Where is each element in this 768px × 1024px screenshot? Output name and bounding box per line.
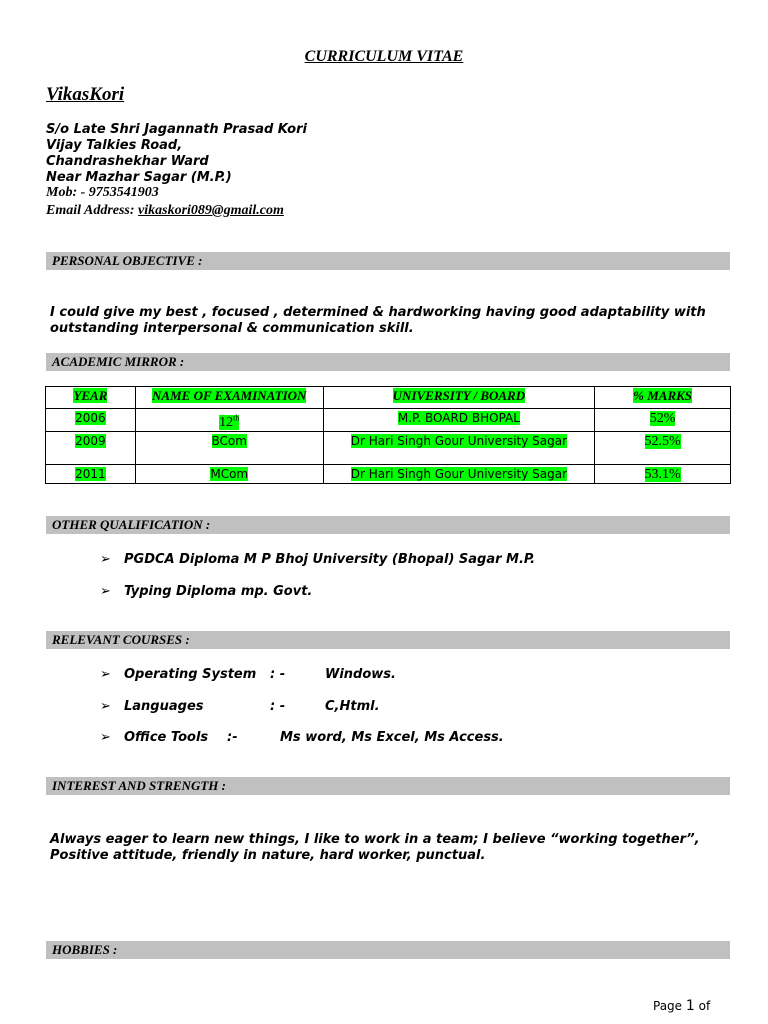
header-board: UNIVERSITY / BOARD	[392, 388, 526, 403]
cell-marks: 52.5%	[644, 434, 681, 449]
table-cell	[323, 409, 595, 432]
footer-prefix: Page	[653, 999, 686, 1013]
table-cell	[595, 465, 731, 484]
qualification-text: PGDCA Diploma M P Bhoj University (Bhopal) Sagar M.P.	[124, 552, 536, 567]
academic-table	[45, 386, 731, 484]
email-link[interactable]: vikaskori089@gmail.com	[138, 203, 284, 218]
table-row	[46, 409, 731, 432]
arrow-bullet-icon: ➢	[100, 667, 111, 682]
cell-board: M.P. BOARD BHOPAL	[397, 411, 520, 425]
list-item	[100, 730, 600, 745]
list-item	[100, 699, 600, 714]
interest-line-2: Positive attitude, friendly in nature, hard worker, punctual.	[50, 848, 486, 863]
section-heading: INTEREST AND STRENGTH :	[52, 778, 226, 793]
table-row	[46, 465, 731, 484]
table-cell	[135, 409, 323, 432]
cell-board: Dr Hari Singh Gour University Sagar	[350, 467, 568, 481]
footer-suffix: of	[694, 999, 711, 1013]
address-line-2: Vijay Talkies Road,	[46, 138, 183, 153]
table-cell	[135, 465, 323, 484]
cell-board: Dr Hari Singh Gour University Sagar	[350, 434, 568, 448]
table-header-row	[46, 387, 731, 409]
header-cell	[595, 387, 731, 409]
cell-exam: BCom	[211, 434, 247, 448]
cell-year: 2011	[75, 467, 106, 481]
arrow-bullet-icon: ➢	[100, 699, 111, 714]
qualification-text: Typing Diploma mp. Govt.	[124, 584, 313, 599]
course-value: Windows.	[325, 667, 396, 682]
header-cell	[323, 387, 595, 409]
page-footer	[653, 998, 710, 1014]
course-value: Ms word, Ms Excel, Ms Access.	[280, 730, 504, 745]
course-separator: : -	[270, 667, 286, 682]
section-relevant-courses	[46, 631, 730, 649]
exam-superscript: th	[233, 413, 240, 423]
list-item	[100, 552, 535, 567]
table-row	[46, 432, 731, 465]
exam-value: 12	[219, 415, 234, 430]
course-value: C,Html.	[325, 699, 380, 714]
course-label: Office Tools	[124, 730, 209, 745]
table-cell	[323, 465, 595, 484]
table-cell	[595, 409, 731, 432]
arrow-bullet-icon: ➢	[100, 552, 111, 567]
page-number: 1	[685, 998, 695, 1014]
section-heading: ACADEMIC MIRROR :	[52, 354, 185, 369]
arrow-bullet-icon: ➢	[100, 584, 111, 599]
address-line-1: S/o Late Shri Jagannath Prasad Kori	[46, 122, 307, 137]
arrow-bullet-icon: ➢	[100, 730, 111, 745]
cell-exam: MCom	[210, 467, 249, 481]
email-line	[46, 203, 284, 219]
objective-line-1: I could give my best , focused , determined & hardworking having good adaptability with	[50, 305, 706, 320]
table-cell	[135, 432, 323, 465]
objective-line-2: outstanding interpersonal & communication skill.	[50, 321, 414, 336]
section-heading: RELEVANT COURSES :	[52, 632, 190, 647]
interest-line-1: Always eager to learn new things, I like to work in a team; I believe “working together”,	[50, 832, 700, 847]
candidate-name: VikasKori	[46, 84, 125, 105]
section-other-qualification	[46, 516, 730, 534]
section-academic-mirror	[46, 353, 730, 371]
header-cell	[46, 387, 136, 409]
table-cell	[46, 409, 136, 432]
mobile-number: Mob: - 9753541903	[46, 185, 159, 200]
section-heading: HOBBIES :	[52, 942, 118, 957]
cell-exam	[219, 415, 239, 430]
address-line-4: Near Mazhar Sagar (M.P.)	[46, 170, 232, 185]
email-label: Email Address:	[46, 203, 139, 218]
cell-year: 2006	[75, 411, 106, 425]
cell-marks: 52%	[649, 411, 676, 426]
document-title: CURRICULUM VITAE	[304, 48, 464, 65]
section-hobbies	[46, 941, 730, 959]
table-cell	[595, 432, 731, 465]
list-item	[100, 667, 600, 682]
section-personal-objective	[46, 252, 730, 270]
table-cell	[323, 432, 595, 465]
section-interest-strength	[46, 777, 730, 795]
table-cell	[46, 432, 136, 465]
header-marks: % MARKS	[633, 388, 693, 403]
section-heading: OTHER QUALIFICATION :	[52, 517, 211, 532]
header-exam: NAME OF EXAMINATION	[152, 388, 307, 403]
course-separator: :-	[227, 730, 238, 745]
cell-year: 2009	[75, 434, 106, 448]
course-label: Languages	[124, 699, 204, 714]
header-year: YEAR	[73, 388, 108, 403]
section-heading: PERSONAL OBJECTIVE :	[52, 253, 203, 268]
list-item	[100, 584, 312, 599]
course-label: Operating System	[124, 667, 257, 682]
course-separator: : -	[270, 699, 286, 714]
cell-marks: 53.1%	[644, 467, 681, 482]
header-cell	[135, 387, 323, 409]
address-line-3: Chandrashekhar Ward	[46, 154, 209, 169]
table-cell	[46, 465, 136, 484]
